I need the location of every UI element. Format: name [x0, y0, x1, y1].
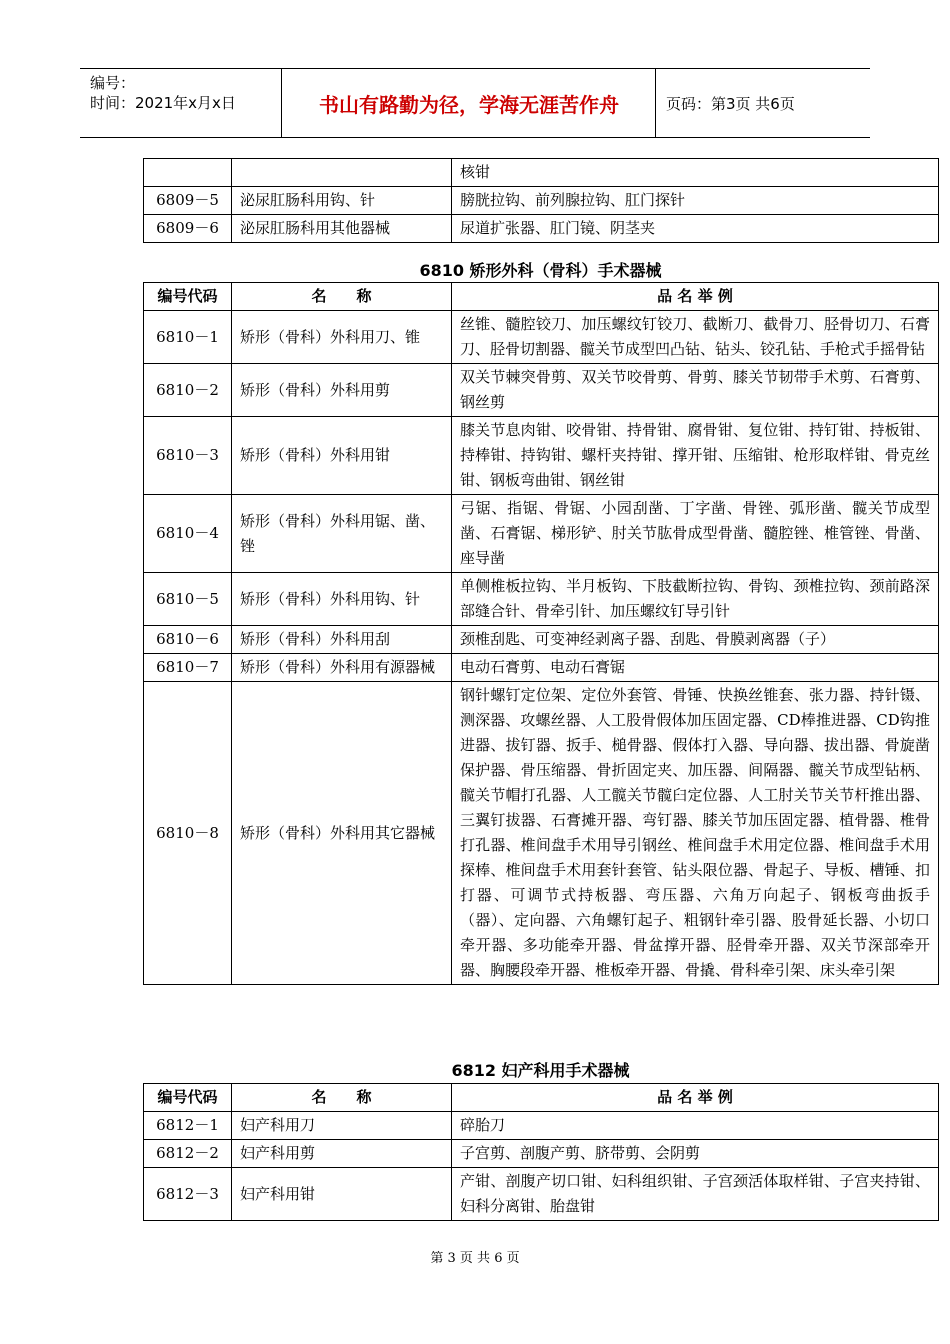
- code-cell: 6809－6: [144, 215, 232, 243]
- name-cell: 矫形（骨科）外科用刮: [232, 626, 452, 654]
- code-cell: 6810－5: [144, 573, 232, 626]
- table-6812: [143, 1083, 939, 1221]
- table-row: [144, 495, 939, 573]
- table-continuation: [143, 158, 939, 243]
- examples-cell: 碎胎刀: [452, 1112, 939, 1140]
- examples-cell: 膝关节息肉钳、咬骨钳、持骨钳、腐骨钳、复位钳、持钉钳、持板钳、持棒钳、持钩钳、螺杆夹持钳、撑开钳、压缩钳、枪形取样钳、骨克丝钳、钢板弯曲钳、钢丝钳: [452, 417, 939, 495]
- examples-cell: 双关节棘突骨剪、双关节咬骨剪、骨剪、膝关节韧带手术剪、石膏剪、钢丝剪: [452, 364, 939, 417]
- name-cell: 矫形（骨科）外科用钳: [232, 417, 452, 495]
- examples-cell: 子宫剪、剖腹产剪、脐带剪、会阴剪: [452, 1140, 939, 1168]
- table-row: [144, 626, 939, 654]
- name-cell: 妇产科用剪: [232, 1140, 452, 1168]
- table-row: [144, 364, 939, 417]
- table-row: [144, 311, 939, 364]
- name-cell: 妇产科用刀: [232, 1112, 452, 1140]
- time-label: 时间：2021年x月x日: [90, 94, 236, 112]
- code-cell: 6809－5: [144, 187, 232, 215]
- code-cell: 6810－2: [144, 364, 232, 417]
- code-cell: 6810－6: [144, 626, 232, 654]
- page-footer: 第 3 页 共 6 页: [430, 1251, 520, 1266]
- examples-cell: 产钳、剖腹产切口钳、妇科组织钳、子宫颈活体取样钳、子宫夹持钳、妇科分离钳、胎盘钳: [452, 1168, 939, 1221]
- examples-cell: 尿道扩张器、肛门镜、阴茎夹: [452, 215, 939, 243]
- table-row: [144, 215, 939, 243]
- table-row: [144, 654, 939, 682]
- header-examples: 品 名 举 例: [452, 1084, 939, 1112]
- examples-cell: 丝锥、髓腔铰刀、加压螺纹钉铰刀、截断刀、截骨刀、胫骨切刀、石膏刀、胫骨切割器、髋关节成型凹凸钻、钻头、铰孔钻、手枪式手摇骨钻: [452, 311, 939, 364]
- table-row: [144, 187, 939, 215]
- table-row: [144, 1168, 939, 1221]
- header-motto: 书山有路勤为径，学海无涯苦作舟: [283, 69, 656, 137]
- examples-cell: 电动石膏剪、电动石膏锯: [452, 654, 939, 682]
- name-cell: 矫形（骨科）外科用锯、凿、锉: [232, 495, 452, 573]
- code-cell: 6810－1: [144, 311, 232, 364]
- table-6810: [143, 282, 939, 985]
- table-row: [144, 573, 939, 626]
- examples-cell: 颈椎刮匙、可变神经剥离子器、刮匙、骨膜剥离器（子）: [452, 626, 939, 654]
- examples-cell: 单侧椎板拉钩、半月板钩、下肢截断拉钩、骨钩、颈椎拉钩、颈前路深部缝合针、骨牵引针、加压螺纹钉导引针: [452, 573, 939, 626]
- name-cell: 矫形（骨科）外科用其它器械: [232, 682, 452, 985]
- name-cell: 泌尿肛肠科用其他器械: [232, 215, 452, 243]
- code-cell: 6812－1: [144, 1112, 232, 1140]
- header-examples: 品 名 举 例: [452, 283, 939, 311]
- table-row: [144, 1140, 939, 1168]
- table-row: [144, 1112, 939, 1140]
- page-header: [80, 68, 870, 138]
- header-page-label: 页码：第3页 共6页: [666, 94, 795, 113]
- section-title-6810: 6810 矫形外科（骨科）手术器械: [419, 261, 662, 280]
- header-meta: [80, 69, 282, 137]
- examples-cell: 膀胱拉钩、前列腺拉钩、肛门探针: [452, 187, 939, 215]
- examples-cell: 弓锯、指锯、骨锯、小园刮凿、丁字凿、骨锉、弧形凿、髋关节成型凿、石膏锯、梯形铲、肘关节肱骨成型骨凿、髓腔锉、椎管锉、骨凿、座导凿: [452, 495, 939, 573]
- code-cell: 6810－3: [144, 417, 232, 495]
- name-cell: [232, 159, 452, 187]
- code-cell: [144, 159, 232, 187]
- name-cell: 妇产科用钳: [232, 1168, 452, 1221]
- table-header-row: [144, 1084, 939, 1112]
- examples-cell: 核钳: [452, 159, 939, 187]
- section-title-6812: 6812 妇产科用手术器械: [451, 1061, 630, 1080]
- name-cell: 矫形（骨科）外科用刀、锥: [232, 311, 452, 364]
- table-row: [144, 159, 939, 187]
- table-row: [144, 417, 939, 495]
- header-name: 名 称: [232, 1084, 452, 1112]
- code-cell: 6810－7: [144, 654, 232, 682]
- code-cell: 6812－2: [144, 1140, 232, 1168]
- name-cell: 泌尿肛肠科用钩、针: [232, 187, 452, 215]
- header-code: 编号代码: [144, 283, 232, 311]
- code-cell: 6812－3: [144, 1168, 232, 1221]
- header-code: 编号代码: [144, 1084, 232, 1112]
- name-cell: 矫形（骨科）外科用有源器械: [232, 654, 452, 682]
- examples-cell: 钢针螺钉定位架、定位外套管、骨锤、快换丝锥套、张力器、持针镊、测深器、攻螺丝器、人工股骨假体加压固定器、CD棒推进器、CD钩推进器、拔钉器、扳手、槌骨器、假体打入器、导向器、拔出器、骨旋凿保护器、骨压缩器、骨折固定夹、加压器、间隔器、髋关节成型钻柄、髋关节帽打孔器、人工髋关节髋臼定位器、人工肘关节关节杆推出器、三翼钉拔器、石膏摊开器、弯钉器、膝关节加压固定器、植骨器、椎骨打孔器、椎间盘手术用导引钢丝、椎间盘手术用定位器、椎间盘手术用探棒、椎间盘手术用套针套管、钻头限位器、骨起子、导板、槽锤、扣打器、可调节式持板器、弯压器、六角万向起子、钢板弯曲扳手（器）、定向器、六角螺钉起子、粗钢针牵引器、股骨延长器、小切口牵开器、多功能牵开器、骨盆撑开器、胫骨牵开器、双关节深部牵开器、胸腰段牵开器、椎板牵开器、骨撬、骨科牵引架、床头牵引架: [452, 682, 939, 985]
- header-name: 名 称: [232, 283, 452, 311]
- code-cell: 6810－8: [144, 682, 232, 985]
- table-row: [144, 682, 939, 985]
- name-cell: 矫形（骨科）外科用剪: [232, 364, 452, 417]
- table-header-row: [144, 283, 939, 311]
- name-cell: 矫形（骨科）外科用钩、针: [232, 573, 452, 626]
- code-cell: 6810－4: [144, 495, 232, 573]
- number-label: 编号：: [90, 74, 136, 92]
